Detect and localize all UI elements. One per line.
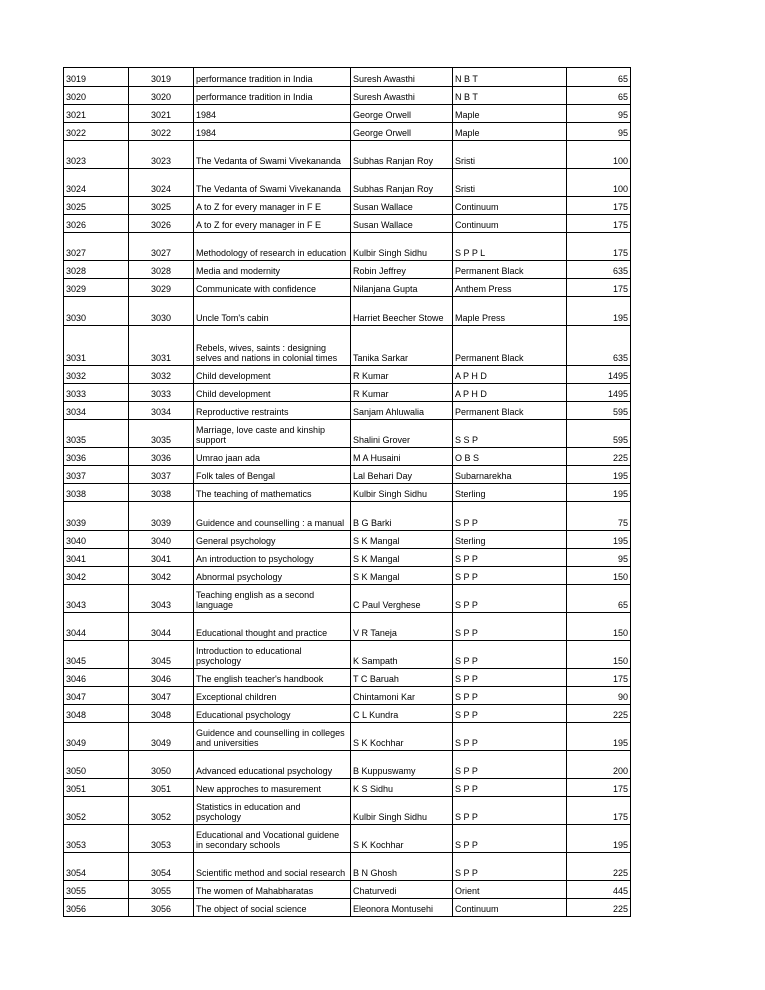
author-cell: S K Kochhar: [351, 723, 453, 751]
publisher-cell: Orient: [453, 881, 567, 899]
author-cell: S K Mangal: [351, 567, 453, 585]
accession-number-cell: 3030: [129, 297, 194, 326]
serial-cell: 3053: [64, 825, 129, 853]
price-cell: 175: [567, 197, 631, 215]
accession-number-cell: 3052: [129, 797, 194, 825]
table-row: [64, 261, 631, 279]
author-cell: R Kumar: [351, 384, 453, 402]
price-cell: 100: [567, 169, 631, 197]
author-cell: Tanika Sarkar: [351, 326, 453, 366]
table-row: [64, 326, 631, 366]
table-row: [64, 420, 631, 448]
accession-number-cell: 3031: [129, 326, 194, 366]
table-row: [64, 549, 631, 567]
book-title-cell: Teaching english as a second language: [194, 585, 351, 613]
book-title-cell: Educational psychology: [194, 705, 351, 723]
publisher-cell: S P P: [453, 669, 567, 687]
table-row: [64, 105, 631, 123]
author-cell: Eleonora Montusehi: [351, 899, 453, 917]
accession-number-cell: 3044: [129, 613, 194, 641]
book-catalog-table: [63, 67, 631, 917]
table-row: [64, 366, 631, 384]
serial-cell: 3056: [64, 899, 129, 917]
table-row: [64, 233, 631, 261]
accession-number-cell: 3055: [129, 881, 194, 899]
serial-cell: 3054: [64, 853, 129, 881]
serial-cell: 3031: [64, 326, 129, 366]
accession-number-cell: 3048: [129, 705, 194, 723]
accession-number-cell: 3025: [129, 197, 194, 215]
serial-cell: 3022: [64, 123, 129, 141]
accession-number-cell: 3047: [129, 687, 194, 705]
book-title-cell: An introduction to psychology: [194, 549, 351, 567]
publisher-cell: S P P: [453, 502, 567, 531]
book-title-cell: General psychology: [194, 531, 351, 549]
accession-number-cell: 3042: [129, 567, 194, 585]
serial-cell: 3048: [64, 705, 129, 723]
price-cell: 90: [567, 687, 631, 705]
book-title-cell: Abnormal psychology: [194, 567, 351, 585]
price-cell: 65: [567, 68, 631, 87]
publisher-cell: S P P: [453, 585, 567, 613]
serial-cell: 3021: [64, 105, 129, 123]
price-cell: 175: [567, 215, 631, 233]
accession-number-cell: 3040: [129, 531, 194, 549]
author-cell: Subhas Ranjan Roy: [351, 169, 453, 197]
publisher-cell: Sterling: [453, 531, 567, 549]
book-title-cell: Child development: [194, 366, 351, 384]
author-cell: B N Ghosh: [351, 853, 453, 881]
accession-number-cell: 3024: [129, 169, 194, 197]
serial-cell: 3052: [64, 797, 129, 825]
table-row: [64, 613, 631, 641]
price-cell: 150: [567, 613, 631, 641]
book-title-cell: Marriage, love caste and kinship support: [194, 420, 351, 448]
accession-number-cell: 3046: [129, 669, 194, 687]
price-cell: 595: [567, 420, 631, 448]
price-cell: 65: [567, 87, 631, 105]
publisher-cell: S P P: [453, 797, 567, 825]
book-title-cell: The Vedanta of Swami Vivekananda: [194, 141, 351, 169]
book-title-cell: The women of Mahabharatas: [194, 881, 351, 899]
table-row: [64, 68, 631, 87]
table-row: [64, 215, 631, 233]
table-row: [64, 899, 631, 917]
author-cell: George Orwell: [351, 123, 453, 141]
price-cell: 150: [567, 641, 631, 669]
book-title-cell: New approches to masurement: [194, 779, 351, 797]
serial-cell: 3029: [64, 279, 129, 297]
table-row: [64, 502, 631, 531]
publisher-cell: Maple: [453, 123, 567, 141]
price-cell: 445: [567, 881, 631, 899]
table-row: [64, 797, 631, 825]
author-cell: K S Sidhu: [351, 779, 453, 797]
accession-number-cell: 3019: [129, 68, 194, 87]
publisher-cell: S P P: [453, 751, 567, 779]
author-cell: Susan Wallace: [351, 215, 453, 233]
book-title-cell: The teaching of mathematics: [194, 484, 351, 502]
price-cell: 65: [567, 585, 631, 613]
book-title-cell: The Vedanta of Swami Vivekananda: [194, 169, 351, 197]
table-row: [64, 169, 631, 197]
accession-number-cell: 3028: [129, 261, 194, 279]
book-title-cell: Scientific method and social research: [194, 853, 351, 881]
publisher-cell: Anthem Press: [453, 279, 567, 297]
book-title-cell: Rebels, wives, saints : designing selves and nations in colonial times: [194, 326, 351, 366]
author-cell: S K Mangal: [351, 549, 453, 567]
accession-number-cell: 3054: [129, 853, 194, 881]
table-row: [64, 585, 631, 613]
book-title-cell: Child development: [194, 384, 351, 402]
table-row: [64, 825, 631, 853]
book-title-cell: Communicate with confidence: [194, 279, 351, 297]
table-row: [64, 669, 631, 687]
price-cell: 95: [567, 123, 631, 141]
author-cell: S K Mangal: [351, 531, 453, 549]
author-cell: Sanjam Ahluwalia: [351, 402, 453, 420]
serial-cell: 3020: [64, 87, 129, 105]
book-title-cell: Guidence and counselling : a manual: [194, 502, 351, 531]
serial-cell: 3046: [64, 669, 129, 687]
price-cell: 635: [567, 326, 631, 366]
table-row: [64, 197, 631, 215]
book-title-cell: A to Z for every manager in F E: [194, 197, 351, 215]
price-cell: 1495: [567, 366, 631, 384]
table-body: [64, 68, 631, 917]
book-title-cell: performance tradition in India: [194, 87, 351, 105]
price-cell: 175: [567, 779, 631, 797]
author-cell: B G Barki: [351, 502, 453, 531]
serial-cell: 3051: [64, 779, 129, 797]
price-cell: 95: [567, 105, 631, 123]
book-title-cell: The object of social science: [194, 899, 351, 917]
author-cell: T C Baruah: [351, 669, 453, 687]
serial-cell: 3038: [64, 484, 129, 502]
price-cell: 95: [567, 549, 631, 567]
table-row: [64, 705, 631, 723]
author-cell: Kulbir Singh Sidhu: [351, 233, 453, 261]
publisher-cell: S P P: [453, 687, 567, 705]
price-cell: 195: [567, 466, 631, 484]
author-cell: Suresh Awasthi: [351, 87, 453, 105]
author-cell: M A Husaini: [351, 448, 453, 466]
serial-cell: 3023: [64, 141, 129, 169]
book-title-cell: Reproductive restraints: [194, 402, 351, 420]
price-cell: 225: [567, 899, 631, 917]
table-row: [64, 687, 631, 705]
author-cell: Subhas Ranjan Roy: [351, 141, 453, 169]
publisher-cell: N B T: [453, 68, 567, 87]
accession-number-cell: 3033: [129, 384, 194, 402]
publisher-cell: Permanent Black: [453, 402, 567, 420]
author-cell: Lal Behari Day: [351, 466, 453, 484]
serial-cell: 3030: [64, 297, 129, 326]
table-row: [64, 448, 631, 466]
accession-number-cell: 3032: [129, 366, 194, 384]
book-title-cell: Advanced educational psychology: [194, 751, 351, 779]
accession-number-cell: 3022: [129, 123, 194, 141]
book-title-cell: Guidence and counselling in colleges and universities: [194, 723, 351, 751]
author-cell: Suresh Awasthi: [351, 68, 453, 87]
book-title-cell: Methodology of research in education: [194, 233, 351, 261]
book-title-cell: Folk tales of Bengal: [194, 466, 351, 484]
publisher-cell: Permanent Black: [453, 326, 567, 366]
publisher-cell: S P P L: [453, 233, 567, 261]
accession-number-cell: 3029: [129, 279, 194, 297]
serial-cell: 3047: [64, 687, 129, 705]
serial-cell: 3050: [64, 751, 129, 779]
publisher-cell: Continuum: [453, 899, 567, 917]
book-title-cell: The english teacher's handbook: [194, 669, 351, 687]
accession-number-cell: 3027: [129, 233, 194, 261]
accession-number-cell: 3026: [129, 215, 194, 233]
serial-cell: 3039: [64, 502, 129, 531]
publisher-cell: Continuum: [453, 215, 567, 233]
price-cell: 175: [567, 669, 631, 687]
book-title-cell: 1984: [194, 105, 351, 123]
price-cell: 75: [567, 502, 631, 531]
table-row: [64, 279, 631, 297]
accession-number-cell: 3020: [129, 87, 194, 105]
serial-cell: 3024: [64, 169, 129, 197]
publisher-cell: Continuum: [453, 197, 567, 215]
author-cell: Kulbir Singh Sidhu: [351, 484, 453, 502]
publisher-cell: S P P: [453, 779, 567, 797]
author-cell: Robin Jeffrey: [351, 261, 453, 279]
table-row: [64, 641, 631, 669]
publisher-cell: S P P: [453, 705, 567, 723]
book-title-cell: Educational thought and practice: [194, 613, 351, 641]
serial-cell: 3032: [64, 366, 129, 384]
accession-number-cell: 3036: [129, 448, 194, 466]
accession-number-cell: 3045: [129, 641, 194, 669]
publisher-cell: Subarnarekha: [453, 466, 567, 484]
serial-cell: 3043: [64, 585, 129, 613]
serial-cell: 3044: [64, 613, 129, 641]
author-cell: Shalini Grover: [351, 420, 453, 448]
book-catalog-sheet: [63, 67, 631, 917]
table-row: [64, 384, 631, 402]
publisher-cell: S P P: [453, 723, 567, 751]
publisher-cell: Sristi: [453, 141, 567, 169]
serial-cell: 3025: [64, 197, 129, 215]
table-row: [64, 751, 631, 779]
publisher-cell: Maple: [453, 105, 567, 123]
book-title-cell: A to Z for every manager in F E: [194, 215, 351, 233]
serial-cell: 3034: [64, 402, 129, 420]
publisher-cell: Sristi: [453, 169, 567, 197]
serial-cell: 3042: [64, 567, 129, 585]
accession-number-cell: 3056: [129, 899, 194, 917]
price-cell: 150: [567, 567, 631, 585]
price-cell: 100: [567, 141, 631, 169]
accession-number-cell: 3023: [129, 141, 194, 169]
author-cell: K Sampath: [351, 641, 453, 669]
publisher-cell: O B S: [453, 448, 567, 466]
table-row: [64, 484, 631, 502]
price-cell: 225: [567, 448, 631, 466]
accession-number-cell: 3034: [129, 402, 194, 420]
accession-number-cell: 3050: [129, 751, 194, 779]
book-title-cell: Media and modernity: [194, 261, 351, 279]
publisher-cell: Maple Press: [453, 297, 567, 326]
publisher-cell: S P P: [453, 853, 567, 881]
price-cell: 225: [567, 705, 631, 723]
book-title-cell: Educational and Vocational guidene in secondary schools: [194, 825, 351, 853]
author-cell: R Kumar: [351, 366, 453, 384]
price-cell: 195: [567, 825, 631, 853]
author-cell: Nilanjana Gupta: [351, 279, 453, 297]
serial-cell: 3027: [64, 233, 129, 261]
serial-cell: 3037: [64, 466, 129, 484]
price-cell: 225: [567, 853, 631, 881]
publisher-cell: S P P: [453, 549, 567, 567]
price-cell: 595: [567, 402, 631, 420]
book-title-cell: Statistics in education and psychology: [194, 797, 351, 825]
price-cell: 175: [567, 233, 631, 261]
publisher-cell: S P P: [453, 641, 567, 669]
author-cell: C Paul Verghese: [351, 585, 453, 613]
accession-number-cell: 3021: [129, 105, 194, 123]
accession-number-cell: 3053: [129, 825, 194, 853]
table-row: [64, 141, 631, 169]
table-row: [64, 466, 631, 484]
author-cell: George Orwell: [351, 105, 453, 123]
serial-cell: 3035: [64, 420, 129, 448]
table-row: [64, 531, 631, 549]
publisher-cell: S P P: [453, 567, 567, 585]
publisher-cell: Permanent Black: [453, 261, 567, 279]
publisher-cell: A P H D: [453, 366, 567, 384]
serial-cell: 3026: [64, 215, 129, 233]
accession-number-cell: 3041: [129, 549, 194, 567]
serial-cell: 3055: [64, 881, 129, 899]
table-row: [64, 723, 631, 751]
table-row: [64, 297, 631, 326]
table-row: [64, 853, 631, 881]
book-title-cell: Umrao jaan ada: [194, 448, 351, 466]
table-row: [64, 402, 631, 420]
price-cell: 195: [567, 297, 631, 326]
serial-cell: 3019: [64, 68, 129, 87]
table-row: [64, 123, 631, 141]
book-title-cell: Uncle Tom's cabin: [194, 297, 351, 326]
book-title-cell: Introduction to educational psychology: [194, 641, 351, 669]
author-cell: B Kuppuswamy: [351, 751, 453, 779]
author-cell: C L Kundra: [351, 705, 453, 723]
price-cell: 175: [567, 279, 631, 297]
price-cell: 635: [567, 261, 631, 279]
table-row: [64, 779, 631, 797]
table-row: [64, 881, 631, 899]
price-cell: 195: [567, 531, 631, 549]
table-row: [64, 567, 631, 585]
author-cell: Kulbir Singh Sidhu: [351, 797, 453, 825]
serial-cell: 3041: [64, 549, 129, 567]
accession-number-cell: 3038: [129, 484, 194, 502]
price-cell: 195: [567, 723, 631, 751]
serial-cell: 3040: [64, 531, 129, 549]
price-cell: 200: [567, 751, 631, 779]
price-cell: 1495: [567, 384, 631, 402]
publisher-cell: Sterling: [453, 484, 567, 502]
author-cell: Chaturvedi: [351, 881, 453, 899]
publisher-cell: N B T: [453, 87, 567, 105]
author-cell: Harriet Beecher Stowe: [351, 297, 453, 326]
publisher-cell: S P P: [453, 825, 567, 853]
price-cell: 175: [567, 797, 631, 825]
accession-number-cell: 3043: [129, 585, 194, 613]
serial-cell: 3033: [64, 384, 129, 402]
book-title-cell: performance tradition in India: [194, 68, 351, 87]
author-cell: S K Kochhar: [351, 825, 453, 853]
table-row: [64, 87, 631, 105]
accession-number-cell: 3051: [129, 779, 194, 797]
accession-number-cell: 3037: [129, 466, 194, 484]
serial-cell: 3028: [64, 261, 129, 279]
author-cell: Susan Wallace: [351, 197, 453, 215]
author-cell: V R Taneja: [351, 613, 453, 641]
publisher-cell: S S P: [453, 420, 567, 448]
author-cell: Chintamoni Kar: [351, 687, 453, 705]
book-title-cell: Exceptional children: [194, 687, 351, 705]
accession-number-cell: 3039: [129, 502, 194, 531]
serial-cell: 3049: [64, 723, 129, 751]
accession-number-cell: 3035: [129, 420, 194, 448]
accession-number-cell: 3049: [129, 723, 194, 751]
price-cell: 195: [567, 484, 631, 502]
publisher-cell: A P H D: [453, 384, 567, 402]
publisher-cell: S P P: [453, 613, 567, 641]
serial-cell: 3045: [64, 641, 129, 669]
book-title-cell: 1984: [194, 123, 351, 141]
serial-cell: 3036: [64, 448, 129, 466]
